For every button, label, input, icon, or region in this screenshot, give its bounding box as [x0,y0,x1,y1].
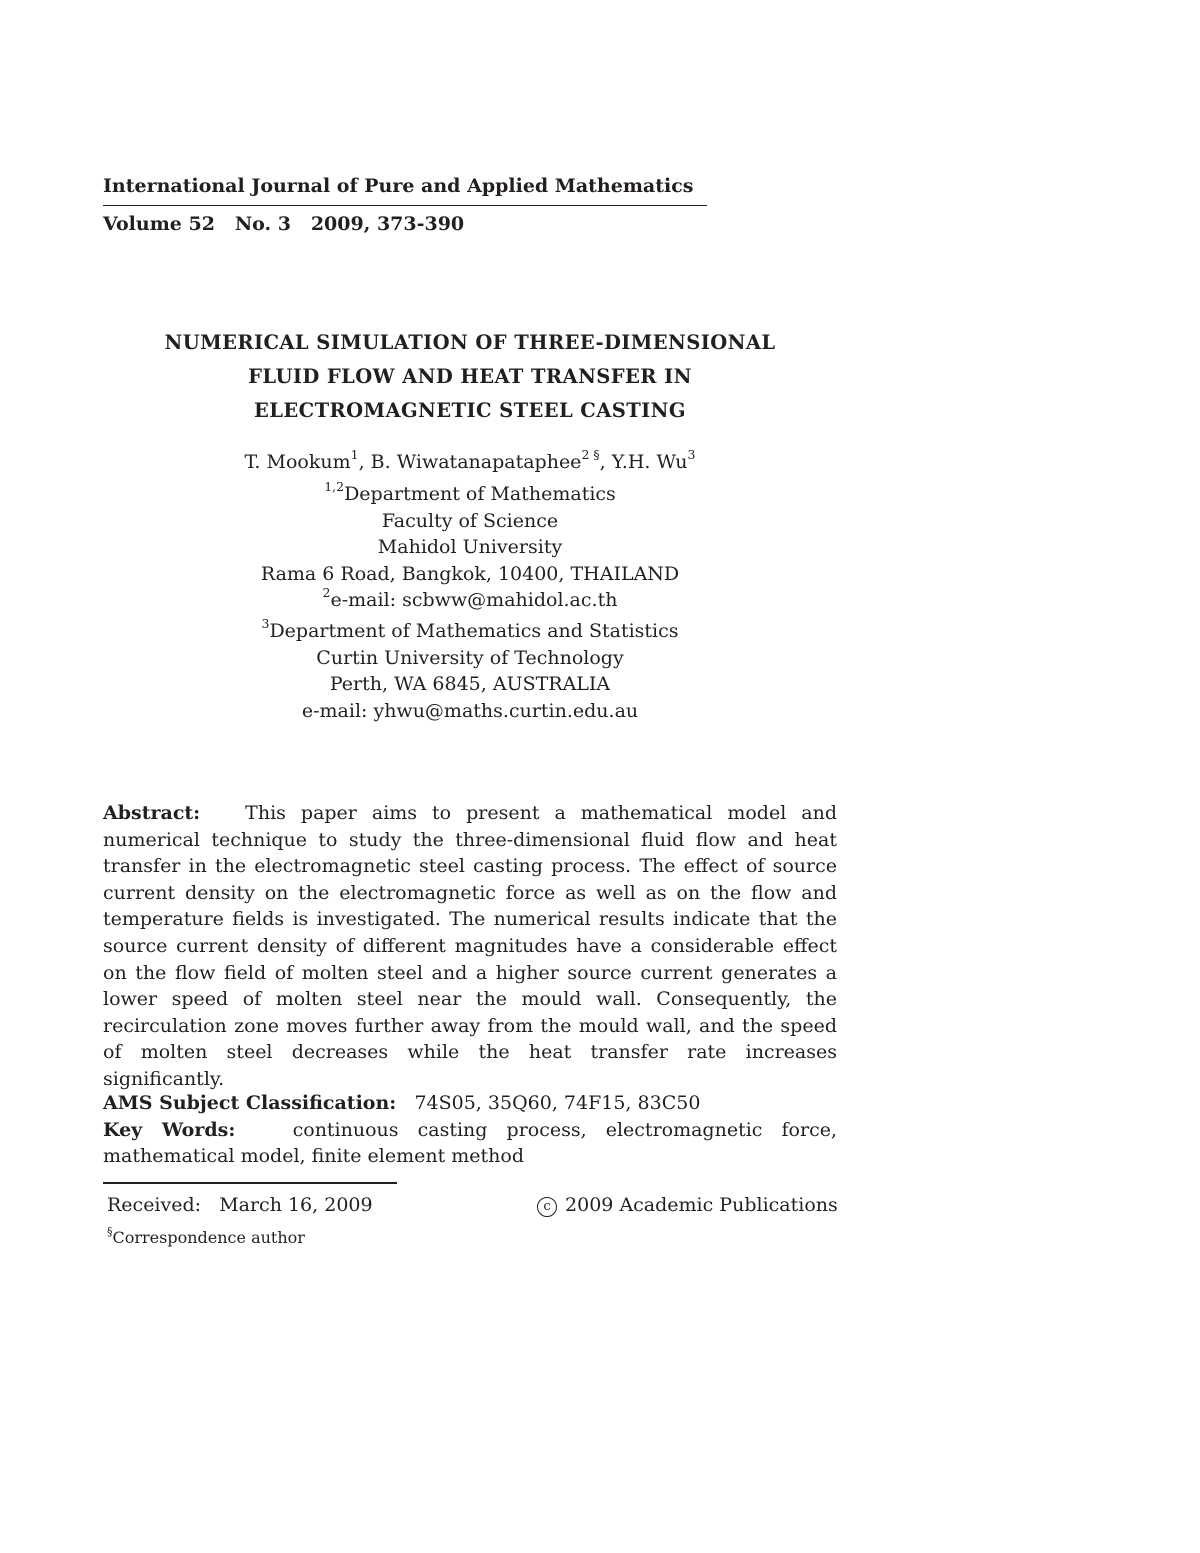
journal-volume: Volume 52 [103,213,215,235]
affiliation-mark: 3 [261,615,270,631]
keywords-line [103,1117,837,1170]
author-name: Y.H. Wu [611,451,688,473]
title-line: FLUID FLOW AND HEAT TRANSFER IN [248,365,692,388]
author-name: T. Mookum [244,451,351,473]
affiliation-block [100,478,840,614]
affiliation-email: $^2$e-mail: scbww@mahidol.ac.th [322,585,618,612]
ams-codes: 74S05, 35Q60, 74F15, 83C50 [414,1092,701,1114]
journal-year-pages: 2009, 373-390 [310,213,465,235]
affiliation-line: Rama 6 Road, Bangkok, 10400, THAILAND [260,562,680,585]
correspondence-note [107,1226,305,1250]
volume-line [103,210,464,238]
received-label: Received: [107,1194,202,1216]
affiliation-line: Curtin University of Technology [316,646,624,669]
ams-label: AMS Subject Classification: [103,1092,397,1114]
affiliation-line: $^3$Department of Mathematics and Statistics [261,615,679,642]
journal-name: International Journal of Pure and Applied Mathematics [103,175,694,197]
affiliation-block [100,615,840,724]
affiliation-line: Faculty of Science [381,509,559,532]
author-mark: 3 [687,446,696,462]
correspondence-mark: § [107,1224,113,1238]
correspondence-text: Correspondence author [112,1228,305,1247]
copyright-icon: c [537,1197,557,1217]
author-separator: , [599,451,612,473]
ams-line [103,1090,837,1117]
author-separator: , [358,451,371,473]
title-line: NUMERICAL SIMULATION OF THREE-DIMENSIONAL [164,331,776,354]
author-mark: 1 [350,446,359,462]
affiliation-email: e-mail: yhwu@maths.curtin.edu.au [301,699,639,722]
affiliation-line: Mahidol University [377,536,563,559]
title-line: ELECTROMAGNETIC STEEL CASTING [254,399,686,422]
classification-block [103,1090,837,1170]
footnote-rule [103,1182,397,1184]
received-value: March 16, 2009 [219,1194,373,1216]
author-mark: 2 § [581,446,600,462]
journal-rule [103,205,707,206]
abstract-text: This paper aims to present a mathematical model and numerical technique to study the three-dimensional fluid flow and heat transfer in the electromagnetic steel casting process. The effect of source current density on the electromagnetic force as well as on the flow and temperature fields is investigated. The numerical results indicate that the source current density of different magnitudes have a considerable effect on the flow field of molten steel and a higher source current generates a lower speed of molten steel near the mould wall. Consequently, the recirculation zone moves further away from the mould wall, and the speed of molten steel decreases while the heat transfer rate increases significantly. [103,802,837,1090]
keywords-label: Key Words: [103,1118,236,1141]
author-name: B. Wiwatanapataphee [370,451,582,473]
copyright-notice [537,1191,838,1219]
paper-title [100,326,840,428]
journal-number: No. 3 [234,213,291,235]
keywords-text: continuous casting process, electromagnetic force, mathematical model, finite element method [103,1118,837,1168]
affiliation-mark: 1,2 [324,478,345,494]
affiliation-line: $^{1,2}$Department of Mathematics [324,478,616,505]
affiliation-line: Perth, WA 6845, AUSTRALIA [329,673,611,696]
copyright-text: 2009 Academic Publications [565,1194,838,1216]
abstract [103,800,837,1093]
email-mark: 2 [322,585,331,601]
author-list [100,448,840,476]
abstract-label: Abstract: [103,802,201,824]
received-date [107,1191,373,1219]
